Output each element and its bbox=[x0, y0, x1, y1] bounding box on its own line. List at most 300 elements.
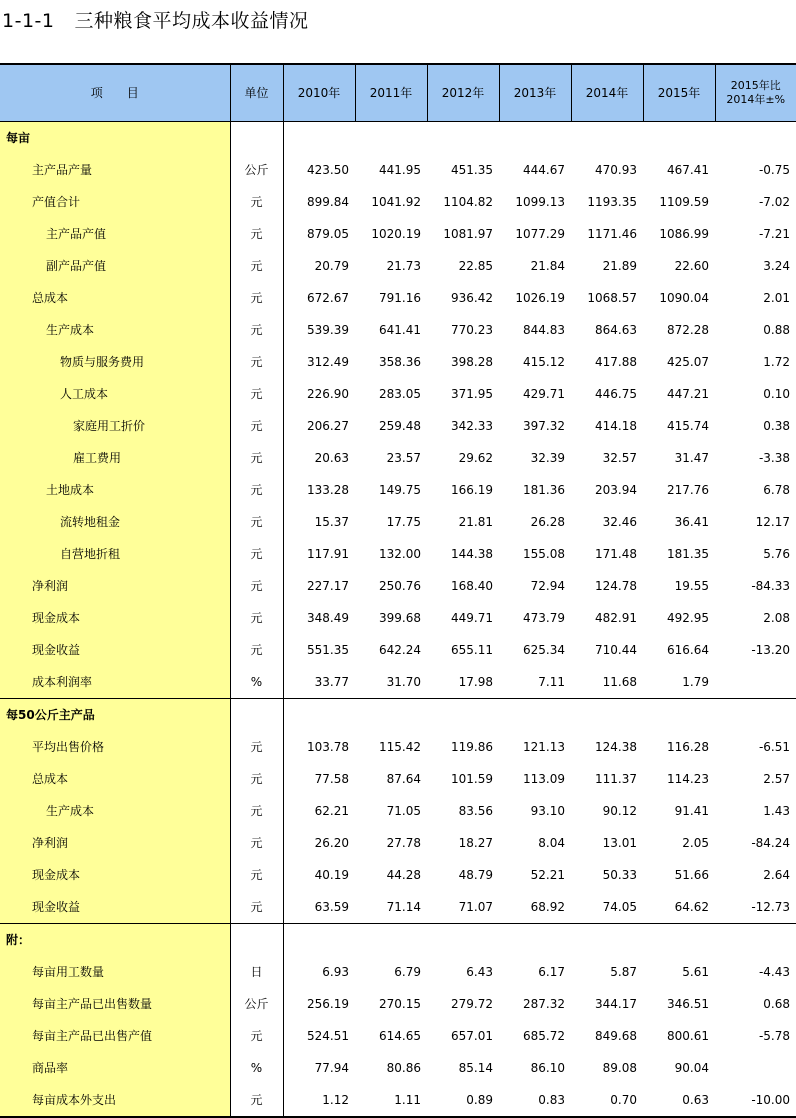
change-cell: -84.24 bbox=[751, 836, 790, 850]
value-cell: 270.15 bbox=[379, 997, 421, 1011]
value-cell: 21.73 bbox=[386, 259, 421, 273]
value-cell: 26.28 bbox=[530, 515, 565, 529]
change-cell: -10.00 bbox=[715, 1084, 796, 1117]
value-cell: 417.88 bbox=[595, 355, 637, 369]
value-cell: 71.05 bbox=[386, 804, 421, 818]
unit-cell: 元 bbox=[230, 538, 283, 570]
change-cell: -3.38 bbox=[758, 451, 790, 465]
value-cell: 312.49 bbox=[307, 355, 349, 369]
table-row bbox=[0, 346, 796, 378]
row-label: 净利润 bbox=[0, 827, 230, 859]
value-cell: 113.09 bbox=[523, 772, 565, 786]
unit-cell: 元 bbox=[230, 891, 283, 924]
value-cell: 447.21 bbox=[667, 387, 709, 401]
value-cell: 625.34 bbox=[523, 643, 565, 657]
value-cell: 101.59 bbox=[451, 772, 493, 786]
unit-cell: 元 bbox=[230, 410, 283, 442]
change-cell: -12.73 bbox=[751, 900, 790, 914]
empty-cell bbox=[283, 699, 355, 732]
table-row bbox=[0, 859, 796, 891]
value-cell: 346.51 bbox=[667, 997, 709, 1011]
change-cell bbox=[715, 666, 796, 699]
value-cell: 77.58 bbox=[314, 772, 349, 786]
value-cell: 168.40 bbox=[451, 579, 493, 593]
value-cell: 250.76 bbox=[379, 579, 421, 593]
value-cell: 71.07 bbox=[458, 900, 493, 914]
value-cell: 87.64 bbox=[386, 772, 421, 786]
change-cell: 0.68 bbox=[763, 997, 790, 1011]
value-cell: 68.92 bbox=[530, 900, 565, 914]
header-item: 项 目 bbox=[0, 64, 230, 122]
value-cell: 40.19 bbox=[314, 868, 349, 882]
value-cell: 451.35 bbox=[451, 163, 493, 177]
value-cell: 879.05 bbox=[307, 227, 349, 241]
table-row bbox=[0, 314, 796, 346]
empty-cell bbox=[499, 924, 571, 957]
row-label: 副产品产值 bbox=[0, 250, 230, 282]
value-cell: 256.19 bbox=[307, 997, 349, 1011]
value-cell: 1.12 bbox=[283, 1084, 355, 1117]
value-cell: 48.79 bbox=[458, 868, 493, 882]
section-label: 每亩 bbox=[0, 122, 230, 155]
value-cell: 32.46 bbox=[602, 515, 637, 529]
value-cell: 115.42 bbox=[379, 740, 421, 754]
table-row bbox=[0, 538, 796, 570]
value-cell: 1193.35 bbox=[587, 195, 637, 209]
value-cell: 710.44 bbox=[595, 643, 637, 657]
unit-cell: 元 bbox=[230, 570, 283, 602]
value-cell: 19.55 bbox=[674, 579, 709, 593]
unit-cell: 元 bbox=[230, 634, 283, 666]
unit-cell: 元 bbox=[230, 827, 283, 859]
empty-cell bbox=[571, 924, 643, 957]
value-cell: 51.66 bbox=[674, 868, 709, 882]
table-row bbox=[0, 282, 796, 314]
value-cell: 283.05 bbox=[379, 387, 421, 401]
row-label: 净利润 bbox=[0, 570, 230, 602]
table-row bbox=[0, 410, 796, 442]
value-cell: 441.95 bbox=[379, 163, 421, 177]
value-cell: 0.89 bbox=[427, 1084, 499, 1117]
header-unit: 单位 bbox=[230, 64, 283, 122]
value-cell: 429.71 bbox=[523, 387, 565, 401]
value-cell: 85.14 bbox=[458, 1061, 493, 1075]
value-cell: 348.49 bbox=[307, 611, 349, 625]
empty-cell bbox=[715, 924, 796, 957]
section-label: 每50公斤主产品 bbox=[0, 699, 230, 732]
value-cell: 6.17 bbox=[538, 965, 565, 979]
table-row bbox=[0, 218, 796, 250]
value-cell: 90.12 bbox=[602, 804, 637, 818]
change-cell: 5.76 bbox=[763, 547, 790, 561]
value-cell: 398.28 bbox=[451, 355, 493, 369]
value-cell: 206.27 bbox=[307, 419, 349, 433]
table-row bbox=[0, 827, 796, 859]
table-title-text: 三种粮食平均成本收益情况 bbox=[74, 10, 309, 32]
value-cell: 71.14 bbox=[386, 900, 421, 914]
row-label: 土地成本 bbox=[0, 474, 230, 506]
section-header-row bbox=[0, 699, 796, 732]
unit-cell: 公斤 bbox=[230, 154, 283, 186]
value-cell: 1020.19 bbox=[371, 227, 421, 241]
header-year: 2013年 bbox=[499, 64, 571, 122]
value-cell: 449.71 bbox=[451, 611, 493, 625]
row-label: 人工成本 bbox=[0, 378, 230, 410]
value-cell: 62.21 bbox=[314, 804, 349, 818]
unit-cell: 元 bbox=[230, 282, 283, 314]
value-cell: 1081.97 bbox=[443, 227, 493, 241]
value-cell: 74.05 bbox=[602, 900, 637, 914]
empty-cell bbox=[427, 122, 499, 155]
value-cell: 83.56 bbox=[458, 804, 493, 818]
value-cell: 259.48 bbox=[379, 419, 421, 433]
change-cell: -7.21 bbox=[758, 227, 790, 241]
change-cell: -13.20 bbox=[751, 643, 790, 657]
value-cell: 89.08 bbox=[602, 1061, 637, 1075]
unit-cell: 元 bbox=[230, 1084, 283, 1117]
change-cell: 0.10 bbox=[763, 387, 790, 401]
value-cell: 132.00 bbox=[379, 547, 421, 561]
value-cell: 15.37 bbox=[314, 515, 349, 529]
value-cell: 872.28 bbox=[667, 323, 709, 337]
value-cell: 20.79 bbox=[314, 259, 349, 273]
value-cell: 124.78 bbox=[595, 579, 637, 593]
table-row bbox=[0, 1020, 796, 1052]
change-cell: 2.57 bbox=[763, 772, 790, 786]
value-cell: 116.28 bbox=[667, 740, 709, 754]
unit-cell: % bbox=[230, 1052, 283, 1084]
value-cell: 171.48 bbox=[595, 547, 637, 561]
value-cell: 1099.13 bbox=[515, 195, 565, 209]
empty-cell bbox=[715, 122, 796, 155]
unit-cell: 元 bbox=[230, 314, 283, 346]
empty-cell bbox=[427, 924, 499, 957]
value-cell: 1104.82 bbox=[443, 195, 493, 209]
value-cell: 849.68 bbox=[595, 1029, 637, 1043]
value-cell: 52.21 bbox=[530, 868, 565, 882]
value-cell: 279.72 bbox=[451, 997, 493, 1011]
unit-cell: 元 bbox=[230, 731, 283, 763]
value-cell: 1068.57 bbox=[587, 291, 637, 305]
unit-cell: 元 bbox=[230, 442, 283, 474]
value-cell: 414.18 bbox=[595, 419, 637, 433]
row-label: 主产品产值 bbox=[0, 218, 230, 250]
empty-cell bbox=[283, 122, 355, 155]
value-cell: 1090.04 bbox=[659, 291, 709, 305]
value-cell: 72.94 bbox=[530, 579, 565, 593]
value-cell: 899.84 bbox=[307, 195, 349, 209]
header-year: 2014年 bbox=[571, 64, 643, 122]
value-cell: 0.63 bbox=[643, 1084, 715, 1117]
value-cell: 1077.29 bbox=[515, 227, 565, 241]
value-cell: 5.87 bbox=[610, 965, 637, 979]
value-cell: 1.11 bbox=[355, 1084, 427, 1117]
value-cell: 1041.92 bbox=[371, 195, 421, 209]
table-row bbox=[0, 1052, 796, 1084]
value-cell: 11.68 bbox=[602, 675, 637, 689]
change-cell: 2.08 bbox=[763, 611, 790, 625]
value-cell: 21.84 bbox=[530, 259, 565, 273]
data-table bbox=[0, 63, 796, 1118]
change-cell: -6.51 bbox=[758, 740, 790, 754]
value-cell: 287.32 bbox=[523, 997, 565, 1011]
value-cell: 217.76 bbox=[667, 483, 709, 497]
value-cell: 32.57 bbox=[602, 451, 637, 465]
value-cell: 124.38 bbox=[595, 740, 637, 754]
value-cell: 936.42 bbox=[451, 291, 493, 305]
unit-cell: 元 bbox=[230, 474, 283, 506]
value-cell: 121.13 bbox=[523, 740, 565, 754]
empty-cell bbox=[355, 122, 427, 155]
row-label: 生产成本 bbox=[0, 795, 230, 827]
empty-cell bbox=[643, 924, 715, 957]
row-label: 商品率 bbox=[0, 1052, 230, 1084]
value-cell: 614.65 bbox=[379, 1029, 421, 1043]
row-label: 物质与服务费用 bbox=[0, 346, 230, 378]
value-cell: 133.28 bbox=[307, 483, 349, 497]
row-label: 流转地租金 bbox=[0, 506, 230, 538]
row-label: 主产品产量 bbox=[0, 154, 230, 186]
value-cell: 90.04 bbox=[674, 1061, 709, 1075]
value-cell: 844.83 bbox=[523, 323, 565, 337]
value-cell: 473.79 bbox=[523, 611, 565, 625]
unit-cell bbox=[230, 699, 283, 732]
value-cell: 227.17 bbox=[307, 579, 349, 593]
value-cell: 111.37 bbox=[595, 772, 637, 786]
table-row bbox=[0, 891, 796, 924]
empty-cell bbox=[355, 924, 427, 957]
value-cell: 1026.19 bbox=[515, 291, 565, 305]
value-cell: 86.10 bbox=[530, 1061, 565, 1075]
value-cell: 685.72 bbox=[523, 1029, 565, 1043]
value-cell: 36.41 bbox=[674, 515, 709, 529]
value-cell: 7.11 bbox=[538, 675, 565, 689]
value-cell: 103.78 bbox=[307, 740, 349, 754]
row-label: 现金收益 bbox=[0, 891, 230, 924]
value-cell: 0.70 bbox=[571, 1084, 643, 1117]
value-cell: 80.86 bbox=[386, 1061, 421, 1075]
value-cell: 27.78 bbox=[386, 836, 421, 850]
row-label: 现金收益 bbox=[0, 634, 230, 666]
unit-cell: 元 bbox=[230, 795, 283, 827]
value-cell: 6.43 bbox=[466, 965, 493, 979]
row-label: 现金成本 bbox=[0, 602, 230, 634]
unit-cell: 元 bbox=[230, 186, 283, 218]
value-cell: 144.38 bbox=[451, 547, 493, 561]
value-cell: 642.24 bbox=[379, 643, 421, 657]
value-cell: 22.85 bbox=[458, 259, 493, 273]
value-cell: 1171.46 bbox=[587, 227, 637, 241]
row-label: 家庭用工折价 bbox=[0, 410, 230, 442]
value-cell: 399.68 bbox=[379, 611, 421, 625]
header-change-line1: 2015年比 bbox=[730, 79, 781, 92]
value-cell: 17.98 bbox=[458, 675, 493, 689]
table-row bbox=[0, 634, 796, 666]
value-cell: 181.35 bbox=[667, 547, 709, 561]
value-cell: 5.61 bbox=[682, 965, 709, 979]
value-cell: 8.04 bbox=[538, 836, 565, 850]
section-header-row bbox=[0, 924, 796, 957]
value-cell: 181.36 bbox=[523, 483, 565, 497]
value-cell: 423.50 bbox=[307, 163, 349, 177]
value-cell: 641.41 bbox=[379, 323, 421, 337]
row-label: 产值合计 bbox=[0, 186, 230, 218]
value-cell: 342.33 bbox=[451, 419, 493, 433]
table-row bbox=[0, 378, 796, 410]
empty-cell bbox=[571, 699, 643, 732]
value-cell: 44.28 bbox=[386, 868, 421, 882]
value-cell: 33.77 bbox=[314, 675, 349, 689]
value-cell: 444.67 bbox=[523, 163, 565, 177]
value-cell: 64.62 bbox=[674, 900, 709, 914]
change-cell: -84.33 bbox=[751, 579, 790, 593]
unit-cell: % bbox=[230, 666, 283, 699]
value-cell: 21.89 bbox=[602, 259, 637, 273]
empty-cell bbox=[427, 699, 499, 732]
value-cell: 672.67 bbox=[307, 291, 349, 305]
header-year: 2012年 bbox=[427, 64, 499, 122]
change-cell: 1.72 bbox=[763, 355, 790, 369]
value-cell: 446.75 bbox=[595, 387, 637, 401]
header-year: 2010年 bbox=[283, 64, 355, 122]
table-row bbox=[0, 602, 796, 634]
row-label: 每亩主产品已出售产值 bbox=[0, 1020, 230, 1052]
value-cell: 63.59 bbox=[314, 900, 349, 914]
unit-cell bbox=[230, 924, 283, 957]
value-cell: 791.16 bbox=[379, 291, 421, 305]
change-cell: 2.64 bbox=[763, 868, 790, 882]
row-label: 总成本 bbox=[0, 763, 230, 795]
change-cell: 1.43 bbox=[763, 804, 790, 818]
value-cell: 616.64 bbox=[667, 643, 709, 657]
header-change bbox=[715, 64, 796, 122]
row-label: 成本利润率 bbox=[0, 666, 230, 699]
unit-cell: 元 bbox=[230, 763, 283, 795]
value-cell: 344.17 bbox=[595, 997, 637, 1011]
table-row bbox=[0, 1084, 796, 1117]
value-cell: 93.10 bbox=[530, 804, 565, 818]
row-label: 每亩用工数量 bbox=[0, 956, 230, 988]
empty-cell bbox=[643, 699, 715, 732]
row-label: 每亩成本外支出 bbox=[0, 1084, 230, 1117]
value-cell: 117.91 bbox=[307, 547, 349, 561]
value-cell: 50.33 bbox=[602, 868, 637, 882]
value-cell: 425.07 bbox=[667, 355, 709, 369]
value-cell: 77.94 bbox=[314, 1061, 349, 1075]
value-cell: 2.05 bbox=[682, 836, 709, 850]
unit-cell: 公斤 bbox=[230, 988, 283, 1020]
unit-cell: 元 bbox=[230, 378, 283, 410]
change-cell: 0.38 bbox=[763, 419, 790, 433]
table-row bbox=[0, 731, 796, 763]
value-cell: 29.62 bbox=[458, 451, 493, 465]
change-cell: 2.01 bbox=[763, 291, 790, 305]
header-change-line2: 2014年±% bbox=[726, 93, 786, 106]
table-row bbox=[0, 763, 796, 795]
value-cell: 203.94 bbox=[595, 483, 637, 497]
value-cell: 1086.99 bbox=[659, 227, 709, 241]
value-cell: 23.57 bbox=[386, 451, 421, 465]
unit-cell: 元 bbox=[230, 218, 283, 250]
table-title bbox=[2, 6, 309, 33]
value-cell: 18.27 bbox=[458, 836, 493, 850]
value-cell: 20.63 bbox=[314, 451, 349, 465]
value-cell: 657.01 bbox=[451, 1029, 493, 1043]
value-cell: 166.19 bbox=[451, 483, 493, 497]
value-cell: 32.39 bbox=[530, 451, 565, 465]
table-row bbox=[0, 795, 796, 827]
value-cell: 1109.59 bbox=[659, 195, 709, 209]
table-row bbox=[0, 250, 796, 282]
value-cell: 655.11 bbox=[451, 643, 493, 657]
unit-cell: 日 bbox=[230, 956, 283, 988]
row-label: 平均出售价格 bbox=[0, 731, 230, 763]
value-cell: 119.86 bbox=[451, 740, 493, 754]
table-row bbox=[0, 186, 796, 218]
value-cell: 770.23 bbox=[451, 323, 493, 337]
value-cell: 31.70 bbox=[386, 675, 421, 689]
value-cell: 539.39 bbox=[307, 323, 349, 337]
header-year: 2015年 bbox=[643, 64, 715, 122]
row-label: 自营地折租 bbox=[0, 538, 230, 570]
value-cell: 358.36 bbox=[379, 355, 421, 369]
unit-cell: 元 bbox=[230, 1020, 283, 1052]
table-number: 1-1-1 bbox=[2, 10, 55, 32]
empty-cell bbox=[643, 122, 715, 155]
table-row bbox=[0, 570, 796, 602]
value-cell: 155.08 bbox=[523, 547, 565, 561]
change-cell: 6.78 bbox=[763, 483, 790, 497]
value-cell: 467.41 bbox=[667, 163, 709, 177]
empty-cell bbox=[283, 924, 355, 957]
change-cell: -7.02 bbox=[758, 195, 790, 209]
change-cell: -4.43 bbox=[758, 965, 790, 979]
empty-cell bbox=[715, 699, 796, 732]
table-row bbox=[0, 666, 796, 699]
value-cell: 1.79 bbox=[682, 675, 709, 689]
value-cell: 149.75 bbox=[379, 483, 421, 497]
value-cell: 22.60 bbox=[674, 259, 709, 273]
table-row bbox=[0, 442, 796, 474]
empty-cell bbox=[571, 122, 643, 155]
value-cell: 21.81 bbox=[458, 515, 493, 529]
value-cell: 371.95 bbox=[451, 387, 493, 401]
table-row bbox=[0, 956, 796, 988]
value-cell: 397.32 bbox=[523, 419, 565, 433]
header-year: 2011年 bbox=[355, 64, 427, 122]
header-row bbox=[0, 64, 796, 122]
value-cell: 415.74 bbox=[667, 419, 709, 433]
row-label: 生产成本 bbox=[0, 314, 230, 346]
row-label: 现金成本 bbox=[0, 859, 230, 891]
row-label: 每亩主产品已出售数量 bbox=[0, 988, 230, 1020]
value-cell: 415.12 bbox=[523, 355, 565, 369]
empty-cell bbox=[499, 122, 571, 155]
value-cell: 551.35 bbox=[307, 643, 349, 657]
empty-cell bbox=[355, 699, 427, 732]
unit-cell: 元 bbox=[230, 346, 283, 378]
change-cell: -0.75 bbox=[758, 163, 790, 177]
unit-cell: 元 bbox=[230, 602, 283, 634]
change-cell bbox=[715, 1052, 796, 1084]
section-header-row bbox=[0, 122, 796, 155]
table-row bbox=[0, 988, 796, 1020]
value-cell: 31.47 bbox=[674, 451, 709, 465]
value-cell: 482.91 bbox=[595, 611, 637, 625]
value-cell: 114.23 bbox=[667, 772, 709, 786]
empty-cell bbox=[499, 699, 571, 732]
change-cell: 0.88 bbox=[763, 323, 790, 337]
